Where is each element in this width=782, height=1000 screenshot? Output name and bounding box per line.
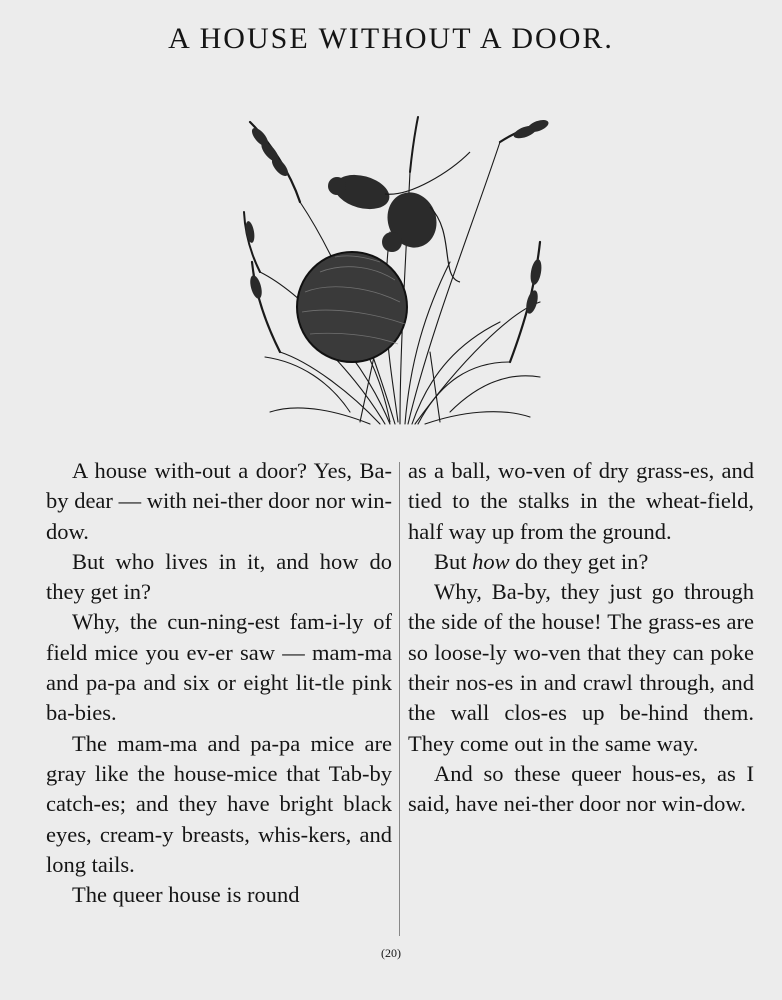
- emphasized-word: how: [472, 548, 510, 574]
- text-run: do they get in?: [509, 548, 649, 574]
- text-run: But: [434, 548, 473, 574]
- left-text-column: [46, 456, 392, 910]
- paragraph: Why, the cun-ning-est fam-i-ly of field mice you ev-er saw — mam-ma and pa-pa and six or eight lit-tle pink ba-bies.: [46, 609, 392, 726]
- paragraph: Why, Ba-by, they just go through the side of the house! The grass-es are so loose-ly wo-ven that they can poke their nos-es in and crawl through, and the wall clos-es up be-hind them. They come out in the same way.: [408, 579, 754, 756]
- right-text-column: [408, 456, 754, 820]
- paragraph: as a ball, wo-ven of dry grass-es, and tied to the stalks in the wheat-field, half way up from the ground.: [408, 458, 754, 544]
- page-number: (20): [381, 946, 401, 960]
- paragraph: And so these queer hous-es, as I said, have nei-ther door nor win-dow.: [408, 760, 754, 817]
- paragraph: [408, 547, 754, 577]
- paragraph: A house with-out a door? Yes, Ba-by dear — with nei-ther door nor win-dow.: [46, 458, 392, 544]
- page-title: A HOUSE WITHOUT A DOOR.: [168, 22, 614, 55]
- paragraph: But who lives in it, and how do they get in?: [46, 548, 392, 605]
- paragraph: The mam-ma and pa-pa mice are gray like the house-mice that Tab-by catch-es; and they have bright black eyes, cream-y breasts, whis-kers, and long tails.: [46, 730, 392, 877]
- field-mice-nest-icon: [240, 112, 560, 430]
- column-divider: [399, 462, 400, 936]
- paragraph: The queer house is round: [72, 882, 300, 908]
